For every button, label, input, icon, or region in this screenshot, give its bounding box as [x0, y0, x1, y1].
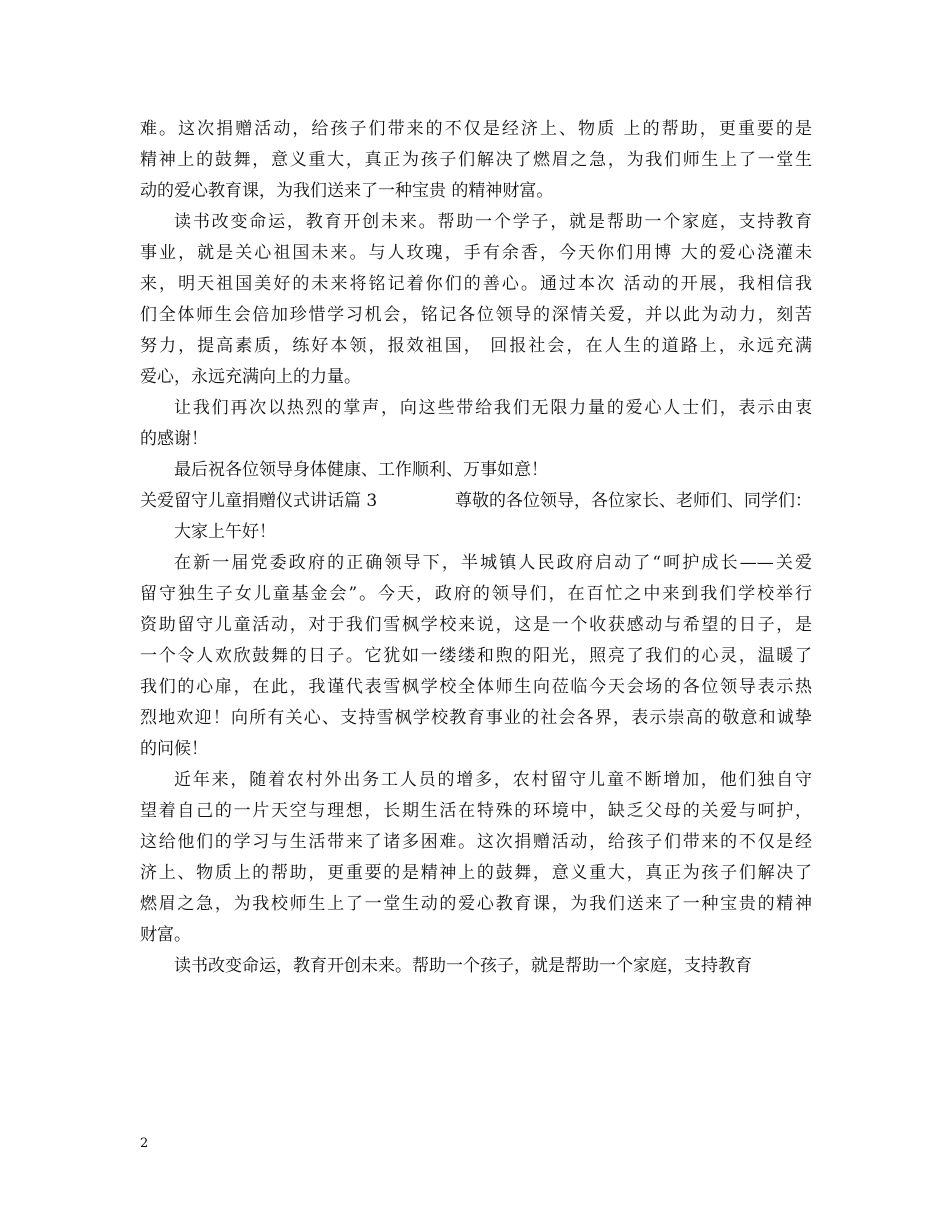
- text-line: 一个令人欢欣鼓舞的日子。它犹如一缕缕和煦的阳光，照亮了我们的心灵，温暖了: [140, 646, 812, 666]
- text-line: 这给他们的学习与生活带来了诸多困难。这次捐赠活动，给孩子们带来的不仅是经: [140, 832, 812, 852]
- paragraph: [140, 455, 812, 486]
- text-line: 事业，就是关心祖国未来。与人玫瑰，手有余香，今天你们用博 大的爱心浇灌未: [140, 243, 812, 263]
- paragraphs-after-heading: [140, 517, 812, 982]
- text-line: 来，明天祖国美好的未来将铭记着你们的善心。通过本次 活动的开展，我相信我: [140, 274, 812, 294]
- salutation: 尊敬的各位领导，各位家长、老师们、同学们：: [455, 491, 812, 511]
- paragraphs-before-heading: [140, 114, 812, 486]
- paragraph: [140, 951, 812, 982]
- paragraph: [140, 517, 812, 548]
- text-line: 的问候！: [140, 739, 208, 759]
- paragraph: [140, 114, 812, 207]
- paragraph: [140, 207, 812, 393]
- text-line: 济上、物质上的帮助，更重要的是精神上的鼓舞，意义重大，真正为孩子们解决了: [140, 863, 812, 883]
- paragraph: [140, 765, 812, 951]
- text-line: 财富。: [140, 925, 191, 945]
- text-line: 望着自己的一片天空与理想，长期生活在特殊的环境中，缺乏父母的关爱与呵护，: [140, 801, 812, 821]
- document-body: [140, 114, 812, 982]
- text-line: 最后祝各位领导身体健康、工作顺利、万事如意！: [174, 460, 548, 480]
- text-line: 努力，提高素质，练好本领，报效祖国， 回报社会，在人生的道路上，永远充满: [140, 336, 812, 356]
- page-number: 2: [140, 1136, 149, 1151]
- section-heading-line: [140, 486, 812, 517]
- paragraph: [140, 548, 812, 765]
- text-line: 动的爱心教育课，为我们送来了一种宝贵 的精神财富。: [140, 181, 554, 201]
- text-line: 燃眉之急，为我校师生上了一堂生动的爱心教育课，为我们送来了一种宝贵的精神: [140, 894, 812, 914]
- text-line: 读书改变命运，教育开创未来。帮助一个学子，就是帮助一个家庭，支持教育: [174, 212, 812, 232]
- text-line: 难。这次捐赠活动，给孩子们带来的不仅是经济上、物质 上的帮助，更重要的是: [140, 119, 812, 139]
- text-line: 们全体师生会倍加珍惜学习机会，铭记各位领导的深情关爱，并以此为动力，刻苦: [140, 305, 812, 325]
- paragraph: [140, 393, 812, 455]
- text-line: 资助留守儿童活动，对于我们雪枫学校来说，这是一个收获感动与希望的日子，是: [140, 615, 812, 635]
- text-line: 留守独生子女儿童基金会”。今天，政府的领导们，在百忙之中来到我们学校举行: [140, 584, 812, 604]
- text-line: 的感谢！: [140, 429, 208, 449]
- text-line: 大家上午好！: [174, 522, 276, 542]
- section-title: 关爱留守儿童捐赠仪式讲话篇 3: [140, 491, 378, 511]
- text-line: 让我们再次以热烈的掌声，向这些带给我们无限力量的爱心人士们，表示由衷: [174, 398, 812, 418]
- text-line: 爱心，永远充满向上的力量。: [140, 367, 361, 387]
- text-line: 精神上的鼓舞，意义重大，真正为孩子们解决了燃眉之急，为我们师生上了一堂生: [140, 150, 812, 170]
- text-line: 近年来，随着农村外出务工人员的增多，农村留守儿童不断增加，他们独自守: [174, 770, 812, 790]
- text-line: 在新一届党委政府的正确领导下，半城镇人民政府启动了“呵护成长——关爱: [174, 553, 812, 573]
- text-line: 烈地欢迎！向所有关心、支持雪枫学校教育事业的社会各界，表示崇高的敬意和诚挚: [140, 708, 812, 728]
- text-line: 我们的心扉，在此，我谨代表雪枫学校全体师生向莅临今天会场的各位领导表示热: [140, 677, 812, 697]
- text-line: 读书改变命运，教育开创未来。帮助一个孩子，就是帮助一个家庭，支持教育: [174, 956, 752, 976]
